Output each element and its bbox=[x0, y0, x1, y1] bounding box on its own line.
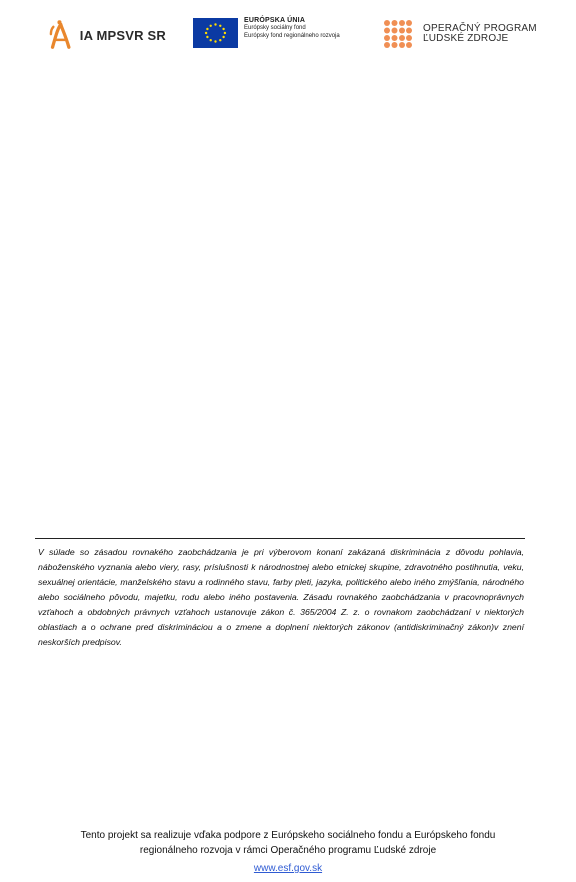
footer bbox=[0, 828, 576, 878]
eu-logo-text bbox=[244, 17, 340, 39]
footer-line-2: regionálneho rozvoja v rámci Operačného programu Ľudské zdroje bbox=[139, 845, 437, 856]
eu-logo bbox=[193, 17, 363, 52]
eu-line-2: Európsky fond regionálneho rozvoja bbox=[244, 32, 340, 39]
disclaimer bbox=[38, 545, 524, 655]
ia-mpsvr-logo-text: IA MPSVR SR bbox=[79, 27, 166, 43]
eu-line-1: Európsky sociálny fond bbox=[244, 25, 306, 32]
header bbox=[0, 0, 576, 80]
footer-link-esf[interactable]: www.esf.gov.sk bbox=[253, 863, 323, 874]
ia-mpsvr-mark-icon bbox=[46, 16, 74, 54]
eu-title: EURÓPSKA ÚNIA bbox=[244, 17, 306, 24]
ia-mpsvr-logo bbox=[46, 16, 166, 54]
op-line-2: ĽUDSKÉ ZDROJE bbox=[423, 33, 509, 44]
op-line-1: OPERAČNÝ PROGRAM bbox=[423, 22, 537, 34]
disclaimer-text: V súlade so zásadou rovnakého zaobchádzania je pri výberovom konaní zakázaná diskriminácia z dôvodu pohlavia, náboženského vyznania alebo viery, rasy, príslušnosti k národnostnej alebo etnickej skupine, zdravotného postihnutia, veku, sexuálnej orientácie, manželského stavu a rodinného stavu, farby pleti, jazyka, politického alebo iného zmýšľania, národného alebo sociálneho pôvodu, majetku, rodu alebo iného postavenia. Zásadu rovnakého zaobchádzania v pracovnoprávnych vzťahoch a obdobných právnych vzťahoch ustanovuje zákon č. 365/2004 Z. z. o rovnakom zaobchádzaní v niektorých oblastiach a o ochrane pred diskrimináciou a o zmene a doplnení niektorých zákonov (antidiskriminačný zákon)v znení neskorších predpisov. bbox=[38, 547, 524, 647]
disclaimer-divider bbox=[35, 538, 525, 539]
eu-flag-icon bbox=[193, 18, 238, 48]
op-logo-text bbox=[423, 24, 537, 45]
op-ludske-zdroje-logo bbox=[383, 18, 543, 50]
footer-line-1: Tento projekt sa realizuje vďaka podpore z Európskeho sociálneho fondu a Európskeho fondu bbox=[80, 830, 496, 841]
dot-grid-icon bbox=[383, 19, 413, 49]
